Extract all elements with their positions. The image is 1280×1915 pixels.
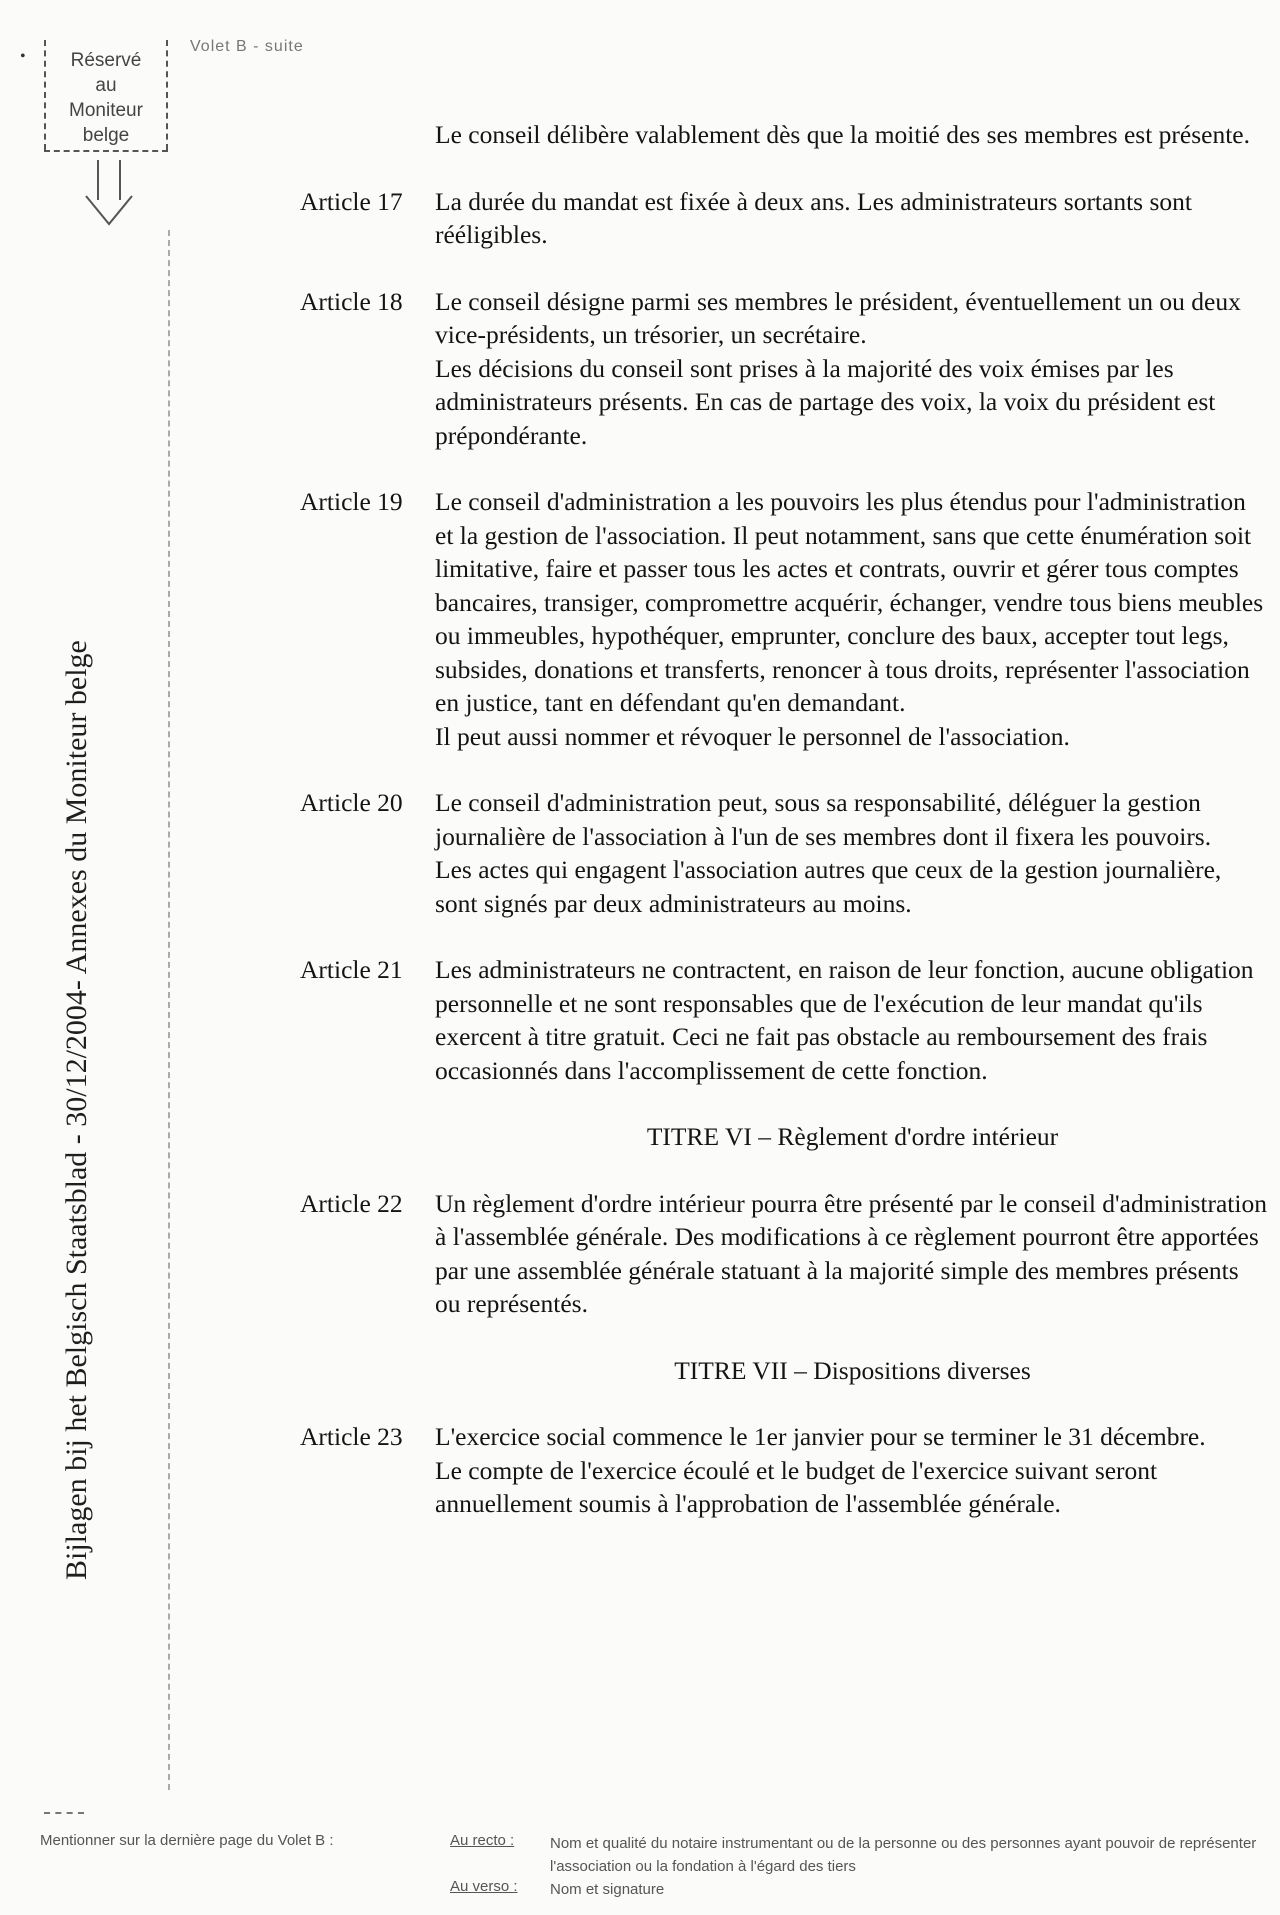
header-note: Volet B - suite <box>190 38 304 55</box>
section-title-vi: TITRE VI – Règlement d'ordre intérieur <box>646 1122 1059 1151</box>
article-label: Article 19 <box>300 487 403 516</box>
corner-mark: • <box>20 48 26 65</box>
footer-verso-label: Au verso : <box>450 1878 518 1895</box>
article-paragraph: La durée du mandat est fixée à deux ans. Les administrateurs sortants sont rééligibles. <box>435 186 1192 249</box>
reserve-box <box>44 40 168 150</box>
article-22 <box>300 1187 1270 1321</box>
margin-divider <box>168 230 172 1790</box>
article-label: Article 21 <box>300 955 403 984</box>
reserve-line: belge <box>82 125 130 146</box>
article-label: Article 18 <box>300 286 403 316</box>
document-body <box>300 118 1270 1521</box>
footer-recto-text: Nom et qualité du notaire instrumentant ou de la personne ou des personnes ayant pouvoir de représenter l'association ou la fondation à l'égard des tiers <box>550 1835 1257 1875</box>
article-block <box>300 285 1270 453</box>
article-23 <box>300 1420 1270 1521</box>
footer-instruction: Mentionner sur la dernière page du Volet B : <box>40 1832 334 1849</box>
article-paragraph: Le conseil d'administration peut, sous sa responsabilité, déléguer la gestion journalière de l'association à l'un de ses membres dont il fixera les pouvoirs. <box>435 788 1212 851</box>
article-paragraph: Il peut aussi nommer et révoquer le personnel de l'association. <box>435 721 1070 751</box>
reserve-line: Moniteur <box>69 100 143 121</box>
article-body <box>435 1420 1270 1521</box>
article-paragraph: Le conseil d'administration a les pouvoirs les plus étendus pour l'administration et la gestion de l'association. Il peut notamment, sans que cette énumération soit limitative, faire et passer tous les actes et contrats, ouvrir et gérer tous comptes bancaires, transiger, compromettre acquérir, échanger, vendre tous biens meubles ou immeubles, hypothéquer, emprunter, conclure des baux, accepter tout legs, subsides, donations et transferts, renoncer à tous droits, représenter l'association en justice, tant en défendant qu'en demandant. <box>435 487 1264 717</box>
article-paragraph: L'exercice social commence le 1er janvier pour se terminer le 31 décembre. <box>435 1422 1206 1451</box>
page-footer <box>40 1832 1260 1912</box>
reserve-line: Réservé <box>70 50 142 71</box>
reserve-box-bottom <box>44 150 168 154</box>
article-paragraph: Un règlement d'ordre intérieur pourra être présenté par le conseil d'administration à l'assemblée générale. Des modifications à ce règlement pourront être apportées par une assemblée générale statuant à la majorité simple des membres présents ou représentés. <box>435 1188 1267 1318</box>
article-paragraph: Les décisions du conseil sont prises à la majorité des voix émises par les administrateurs présents. En cas de partage des voix, la voix du président est prépondérante. <box>435 353 1216 450</box>
article-paragraph: Les actes qui engagent l'association autres que ceux de la gestion journalière, sont signés par deux administrateurs au moins. <box>435 855 1222 918</box>
article-block <box>300 953 1270 1087</box>
footer-rule <box>44 1812 84 1814</box>
article-body <box>435 786 1270 920</box>
article-label: Article 20 <box>300 788 403 817</box>
article-body <box>435 953 1270 1087</box>
vertical-margin-text: Bijlagen bij het Belgisch Staatsblad - 30/12/2004- Annexes du Moniteur belge <box>60 640 93 1580</box>
article-label: Article 22 <box>300 1188 403 1218</box>
footer-verso-text: Nom et signature <box>550 1881 665 1898</box>
footer-recto-label: Au recto : <box>450 1832 515 1849</box>
reserve-line: au <box>95 75 117 96</box>
article-paragraph: Les administrateurs ne contractent, en raison de leur fonction, aucune obligation personnelle et ne sont responsables que de l'exécution de leur mandat qu'ils exercent à titre gratuit. Ceci ne fait pas obstacle au remboursement des frais occasionnés dans l'accomplissement de cette fonction. <box>435 955 1254 1085</box>
article-body <box>435 285 1270 453</box>
arrow-down-icon <box>84 160 134 230</box>
article-body <box>435 185 1270 252</box>
intro-paragraph: Le conseil délibère valablement dès que la moitié des ses membres est présente. <box>435 120 1251 149</box>
article-block <box>300 485 1270 753</box>
article-block <box>300 786 1270 920</box>
article-label: Article 17 <box>300 186 403 216</box>
article-paragraph: Le conseil désigne parmi ses membres le président, éventuellement un ou deux vice-présidents, un trésorier, un secrétaire. <box>435 286 1241 349</box>
articles-group <box>300 185 1270 1088</box>
article-body <box>435 1187 1270 1321</box>
article-label: Article 23 <box>300 1422 403 1451</box>
article-body <box>435 485 1270 753</box>
article-block <box>300 185 1270 252</box>
article-paragraph: Le compte de l'exercice écoulé et le budget de l'exercice suivant seront annuellement soumis à l'approbation de l'assemblée générale. <box>435 1455 1158 1518</box>
footer-details <box>550 1832 1260 1901</box>
section-title-vii: TITRE VII – Dispositions diverses <box>674 1355 1031 1385</box>
